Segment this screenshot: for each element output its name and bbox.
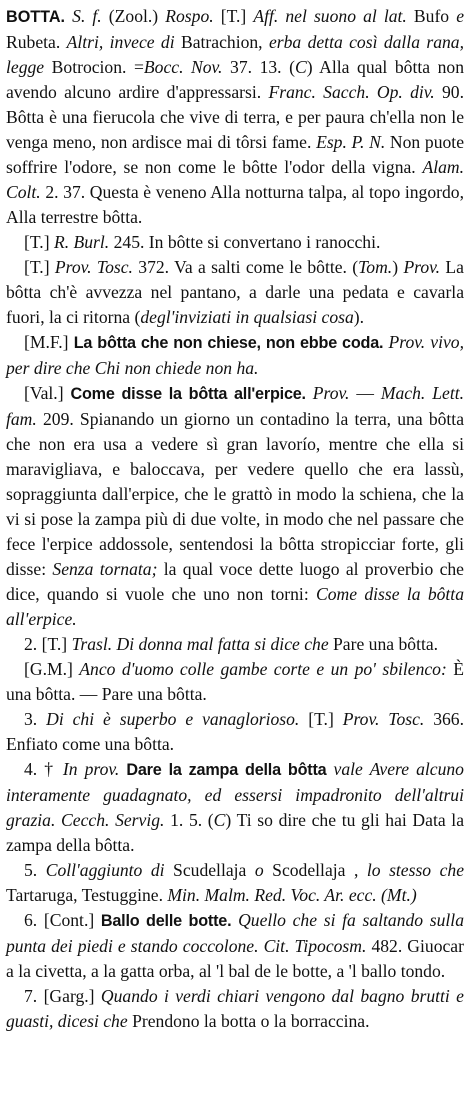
bold-phrase: Dare la zampa della bôtta bbox=[126, 761, 327, 779]
text-run: 2. 37. Questa è veneno Alla notturna talpa, al topo ingordo, Alla terrestre bôtta. bbox=[6, 182, 464, 227]
text-run: 1. 5. ( bbox=[164, 810, 214, 830]
text-run: 7. [Garg.] bbox=[24, 986, 101, 1006]
italic-text: Alam. Colt. bbox=[6, 157, 464, 202]
text-run: [T.] bbox=[24, 257, 55, 277]
italic-text: Bocc. Nov. bbox=[143, 57, 223, 77]
text-run: [Val.] bbox=[24, 383, 71, 403]
text-run: ) Ti so dire che tu gli hai Data la zampa della bôtta. bbox=[6, 810, 465, 855]
italic-text: lo stesso che bbox=[366, 860, 465, 880]
italic-text: Rospo. bbox=[165, 6, 214, 26]
text-run: Scodellaja , bbox=[263, 860, 367, 880]
italic-text: Trasl. Di donna mal fatta si dice che bbox=[71, 634, 329, 654]
italic-text: Cecch. Servig. bbox=[61, 810, 165, 830]
entry-paragraph bbox=[6, 707, 464, 757]
entry-paragraph bbox=[6, 255, 464, 330]
entry-paragraph bbox=[6, 230, 464, 255]
italic-text: In prov. bbox=[62, 759, 120, 779]
italic-text: C bbox=[294, 57, 307, 77]
italic-text: Esp. P. N. bbox=[316, 132, 386, 152]
text-run: Tartaruga, Testuggine. bbox=[6, 885, 168, 905]
text-run: 366. Enfiato come una bôtta. bbox=[6, 709, 464, 754]
text-run: 2. [T.] bbox=[24, 634, 72, 654]
entry-paragraph bbox=[6, 908, 464, 984]
text-run: 3. bbox=[24, 709, 47, 729]
text-run bbox=[326, 759, 333, 779]
entry-paragraph bbox=[6, 984, 464, 1034]
entry-paragraph bbox=[6, 757, 464, 858]
text-run: 482. Giuocar a la civetta, a la gatta orba, al 'l bal de le botte, a 'l ballo tondo. bbox=[6, 936, 464, 981]
text-run: È una bôtta. — Pare una bôtta. bbox=[6, 659, 464, 704]
bold-phrase: La bôtta che non chiese, non ebbe coda. bbox=[73, 334, 384, 352]
italic-text: Quando i verdi chiari vengono dal bagno brutti e guasti, dicesi che bbox=[6, 986, 464, 1031]
italic-text: Come disse la bôtta all'erpice. bbox=[6, 584, 464, 629]
text-run: Bufo bbox=[406, 6, 457, 26]
text-run: Prendono la botta o la borraccina. bbox=[127, 1011, 370, 1031]
text-run bbox=[306, 383, 313, 403]
italic-text: C bbox=[213, 810, 226, 830]
text-run: [T.] bbox=[299, 709, 343, 729]
text-run: Scudellaja bbox=[164, 860, 255, 880]
entry-paragraph bbox=[6, 330, 464, 381]
italic-text: degl'inviziati in qualsiasi cosa bbox=[140, 307, 354, 327]
italic-text: S. f. bbox=[72, 6, 102, 26]
italic-text: R. Burl. bbox=[53, 232, 110, 252]
italic-text: Prov. Tosc. bbox=[342, 709, 425, 729]
italic-text: Quello che si fa saltando sulla punta dei piedi e stando coccolone. bbox=[6, 910, 464, 956]
entry-paragraph bbox=[6, 381, 464, 632]
entry-paragraph bbox=[6, 657, 464, 707]
text-run: La bôtta ch'è avvezza nel pantano, a darle una pedata e cavarla fuori, la ci ritorna ( bbox=[6, 257, 464, 327]
text-run: 4. † bbox=[24, 759, 63, 779]
italic-text: Prov. bbox=[403, 257, 441, 277]
italic-text: Mach. Lett. fam. bbox=[6, 383, 465, 429]
text-run: (Zool.) bbox=[101, 6, 166, 26]
italic-text: Prov. vivo, per dire che Chi non chiede non ha. bbox=[6, 332, 464, 378]
text-run: 37. 13. ( bbox=[222, 57, 295, 77]
text-run: 245. In bôtte si convertano i ranocchi. bbox=[109, 232, 381, 252]
text-run: — bbox=[349, 383, 381, 403]
italic-text: Franc. Sacch. Op. div. bbox=[268, 82, 435, 102]
text-run: ). bbox=[353, 307, 365, 327]
text-run: [T.] bbox=[24, 232, 54, 252]
text-run: Botrocion. = bbox=[44, 57, 144, 77]
entry-paragraph bbox=[6, 632, 464, 657]
text-run: 209. Spianando un giorno un contadino la terra, una bôtta che non era usa a vedere sì gran lavorío, mentre che ella si maravigliava, e baloccava, per vedere quello che era lassù, sopraggiunta dall'erpice, che le grattò in modo la schiena, che la vi si pose la zampa più di due volte, in modo che nel passare che fece l'erpice addossole, sentendosi la bôtta stropicciar forte, gli disse: bbox=[6, 409, 464, 579]
italic-text: e bbox=[456, 6, 464, 26]
text-run: 372. Va a salti come le bôtte. ( bbox=[132, 257, 359, 277]
headword: BOTTA. bbox=[6, 8, 66, 26]
italic-text: erba detta così dalla rana, legge bbox=[6, 32, 465, 77]
italic-text: Di chi è superbo e vanaglorioso. bbox=[46, 709, 300, 729]
text-run: Batrachion, bbox=[174, 32, 269, 52]
bold-phrase: Ballo delle botte. bbox=[100, 912, 232, 930]
italic-text: Coll'aggiunto di bbox=[45, 860, 165, 880]
text-run: [T.] bbox=[213, 6, 254, 26]
text-run: Rubeta. bbox=[6, 32, 67, 52]
italic-text: Min. Malm. Red. Voc. Ar. ecc. (Mt.) bbox=[167, 885, 417, 905]
italic-text: Altri, invece di bbox=[66, 32, 175, 52]
italic-text: o bbox=[254, 860, 264, 880]
italic-text: Aff. nel suono al lat. bbox=[253, 6, 407, 26]
italic-text: Cit. Tipocosm. bbox=[263, 936, 367, 956]
text-run: 5. bbox=[24, 860, 46, 880]
text-run: 90. Bôtta è una fierucola che vive di terra, e per paura ch'ella non le venga meno, non ardisce mai di tôrsi fame. bbox=[6, 82, 465, 152]
italic-text: Prov. Tosc. bbox=[54, 257, 133, 277]
text-run: la qual voce dette luogo al proverbio che dice, quando si vuole che uno non torni: bbox=[6, 559, 464, 604]
entry-paragraph bbox=[6, 858, 464, 908]
text-run: ) Alla qual bôtta non avendo alcuno ardire d'appressarsi. bbox=[6, 57, 464, 102]
text-run: Pare una bôtta. bbox=[328, 634, 439, 654]
italic-text: vale Avere alcuno interamente guadagnato, ed essersi impadronito dell'altrui grazia. bbox=[6, 759, 464, 830]
italic-text: Senza tornata; bbox=[52, 559, 158, 579]
italic-text: Tom. bbox=[358, 257, 393, 277]
text-run: Non puote soffrire l'odore, se non come le bôtte l'odor della vigna. bbox=[6, 132, 465, 177]
entry-paragraph bbox=[6, 4, 464, 230]
text-run: ) bbox=[392, 257, 404, 277]
text-run: [G.M.] bbox=[24, 659, 80, 679]
italic-text: Anco d'uomo colle gambe corte e un po' sbilenco: bbox=[79, 659, 447, 679]
italic-text: Prov. bbox=[312, 383, 350, 403]
bold-phrase: Come disse la bôtta all'erpice. bbox=[70, 385, 306, 403]
text-run: 6. [Cont.] bbox=[24, 910, 101, 930]
text-run: [M.F.] bbox=[24, 332, 74, 352]
